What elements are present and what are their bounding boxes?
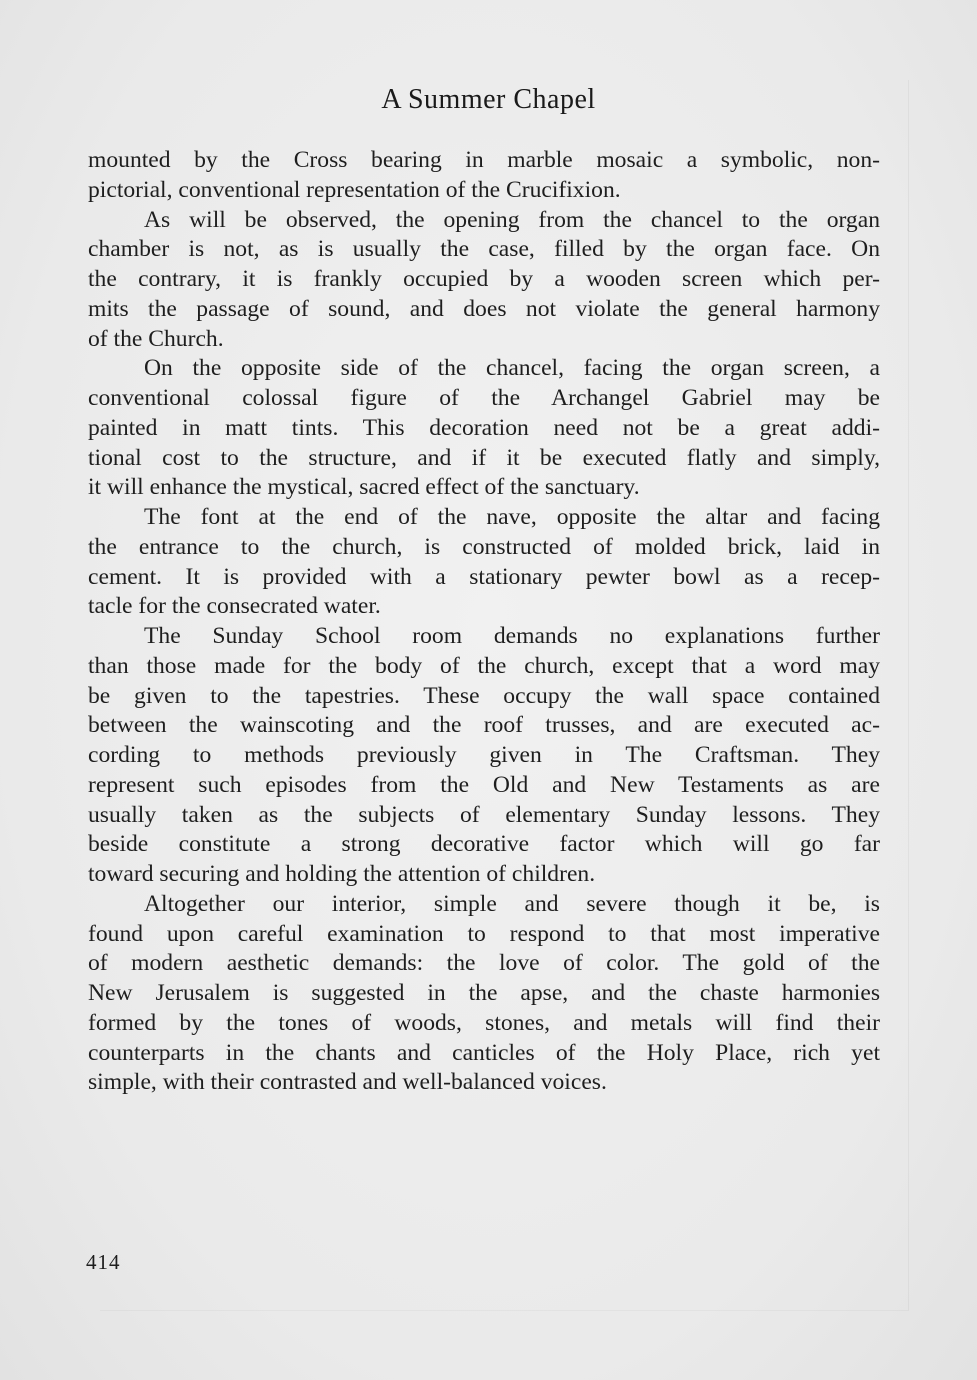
text-line: be given to the tapestries. These occupy the wall space contained — [88, 682, 880, 709]
text-line: simple, with their contrasted and well-balanced voices. — [88, 1069, 607, 1096]
text-line: mounted by the Cross bearing in marble mosaic a symbolic, non- — [88, 147, 880, 173]
text-line: tional cost to the structure, and if it be executed flatly and simply, — [88, 444, 880, 471]
text-line: The font at the end of the nave, opposite the altar and facing — [144, 504, 880, 530]
text-line: On the opposite side of the chancel, facing the organ screen, a — [144, 355, 880, 382]
text-line: cement. It is provided with a stationary pewter bowl as a recep- — [88, 563, 880, 590]
text-line: pictorial, conventional representation of the Crucifixion. — [88, 176, 621, 203]
text-line: usually taken as the subjects of elementary Sunday lessons. They — [88, 801, 880, 828]
text-line: formed by the tones of woods, stones, and metals will find their — [88, 1009, 880, 1036]
text-line: painted in matt tints. This decoration need not be a great addi- — [88, 414, 880, 441]
text-line: conventional colossal figure of the Archangel Gabriel may be — [88, 385, 880, 411]
text-line: Altogether our interior, simple and severe though it be, is — [144, 890, 880, 917]
text-line: the contrary, it is frankly occupied by a wooden screen which per- — [88, 266, 880, 292]
text-line: beside constitute a strong decorative factor which will go far — [88, 831, 880, 858]
text-line: cording to methods previously given in The Craftsman. They — [88, 742, 880, 768]
text-line: tacle for the consecrated water. — [88, 593, 381, 620]
text-line: between the wainscoting and the roof trusses, and are executed ac- — [88, 712, 880, 739]
text-line: The Sunday School room demands no explanations further — [144, 623, 880, 649]
text-line: found upon careful examination to respond to that most imperative — [88, 920, 880, 947]
text-line: New Jerusalem is suggested in the apse, and the chaste harmonies — [88, 980, 880, 1006]
article-body — [88, 146, 880, 1098]
text-line: of modern aesthetic demands: the love of color. The gold of the — [88, 950, 880, 977]
text-line: of the Church. — [88, 325, 224, 352]
text-line: mits the passage of sound, and does not violate the general harmony — [88, 295, 880, 322]
page-number: 414 — [86, 1250, 121, 1274]
text-line: chamber is not, as is usually the case, filled by the organ face. On — [88, 236, 880, 263]
text-line: counterparts in the chants and canticles of the Holy Place, rich yet — [88, 1039, 880, 1066]
text-line: than those made for the body of the church, except that a word may — [88, 652, 880, 679]
running-title: A Summer Chapel — [381, 84, 596, 115]
text-line: toward securing and holding the attention of children. — [88, 861, 596, 887]
text-line: it will enhance the mystical, sacred effect of the sanctuary. — [88, 474, 640, 501]
text-line: represent such episodes from the Old and New Testaments as are — [88, 771, 880, 798]
text-line: As will be observed, the opening from the chancel to the organ — [144, 206, 880, 233]
text-line: the entrance to the church, is constructed of molded brick, laid in — [88, 533, 880, 560]
